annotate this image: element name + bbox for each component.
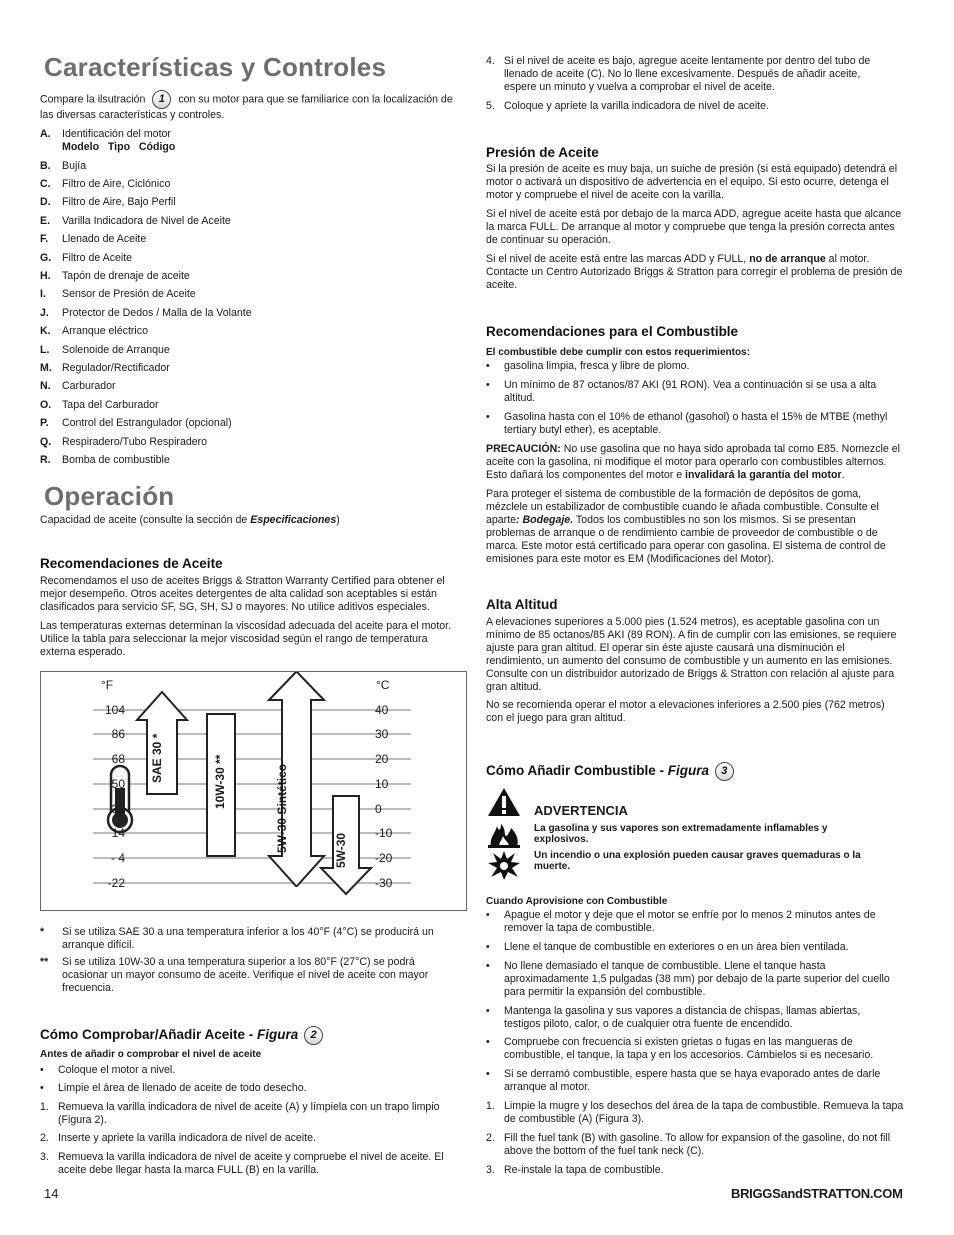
feature-item: [40, 252, 460, 265]
high-altitude-p1: [486, 616, 896, 694]
text-line: marca. Este motor está certificado para operar con gasolina. El sistema de control de: [486, 540, 886, 552]
check-oil-heading: Cómo Comprobar/Añadir Aceite - Figura 2: [40, 1026, 323, 1045]
step-text: [58, 1101, 440, 1127]
feature-label: Arranque eléctrico: [62, 325, 148, 337]
fuel-recommendations-heading: Recomendaciones para el Combustible: [486, 324, 739, 339]
bullet-dot: •: [486, 1005, 490, 1017]
tick-label-f: 32: [111, 802, 125, 816]
tick-label-f: 104: [104, 703, 125, 717]
feature-item: [40, 128, 460, 141]
tick-label-f: 86: [111, 727, 125, 741]
step-number: 3.: [40, 1151, 49, 1163]
text-line: para permitir la expansión del combustible.: [504, 986, 706, 998]
feature-label: Filtro de Aceite: [62, 252, 133, 264]
warning-line: muerte.: [534, 861, 571, 872]
oil-recommendations-p2: [40, 620, 451, 659]
oil-recommendations-heading: Recomendaciones de Aceite: [40, 556, 223, 571]
step-text: [504, 55, 870, 94]
tick-label-c: -10: [375, 826, 393, 840]
paragraph-line: con el juego para gran altitud.: [486, 712, 626, 724]
tick-label-c: -30: [375, 876, 393, 890]
text-line: tertiary butyl ether), es aceptable.: [504, 424, 662, 436]
oil-recommendations-p1: [40, 575, 445, 614]
text-line: Coloque y apriete la varilla indicadora de nivel de aceite.: [504, 100, 770, 112]
text: Todos los combustibles no son los mismos. Si se presentan: [573, 514, 856, 526]
step-text: [58, 1132, 316, 1145]
text-line: combustible, el tanque, la tapa y en los accesorios. Cámbielos si es necesario.: [504, 1049, 874, 1061]
warning-line: explosivos.: [534, 834, 589, 845]
bullet-dot: •: [486, 1036, 490, 1048]
step-text: [504, 1100, 903, 1126]
paragraph-line: Si la presión de aceite es muy baja, un suiche de presión (si está equipado) detendrá el: [486, 163, 898, 175]
text-line: frecuencia.: [62, 982, 114, 994]
check-oil-subheading: Antes de añadir o comprobar el nivel de aceite: [40, 1049, 262, 1060]
feature-key: K.: [40, 325, 51, 337]
text-line: Si se utiliza SAE 30 a una temperatura inferior a los 40°F (4°C) se producirá un: [62, 926, 434, 938]
bullet-text: Limpie el área de llenado de aceite de todo desecho.: [58, 1082, 307, 1094]
tick-label-f: 68: [111, 752, 125, 766]
paragraph-line: ajuste para gran altitud. El operar sin éste ajuste causará una disminución el: [486, 642, 845, 654]
text-line: de combustible (A) (Figura 3).: [504, 1113, 645, 1125]
tick-label-f: - 4: [110, 851, 125, 865]
oil-pressure-p3: Si el nivel de aceite está entre las marcas ADD y FULL, no de arranque al motor. Contacte un Centro Autorizado Briggs & Stratton para corregir el problema de presión de aceite.: [486, 253, 903, 291]
note-text: [62, 956, 428, 995]
text-line: testigos piloto, calor, o de cualquier otra fuente de encendido.: [504, 1018, 793, 1030]
feature-item: [40, 417, 460, 430]
paragraph-line: clasificados para servicio SF, SG, SH, SJ o mayores. No utilice aditivos especiales.: [40, 601, 430, 613]
bullet-text: [504, 379, 876, 405]
paragraph-line: mínimo de 85 octanos/85 AKI (89 RON). A fin de cumplir con las emisiones, se requiere: [486, 629, 897, 641]
step-text: [504, 1164, 664, 1177]
bullet-text: [504, 1036, 873, 1062]
caution-text: No use gasolina que no haya sido aprobada tal como E85. Nomezcle el: [560, 443, 900, 455]
feature-label: Filtro de Aire, Ciclónico: [62, 178, 171, 190]
text-line: Limpie la mugre y los desechos del área de la tapa de combustible. Remueva la tapa: [504, 1100, 904, 1112]
refuel-subheading: Cuando Aprovisione con Combustible: [486, 896, 668, 907]
text-line: [486, 514, 886, 527]
text-line: [486, 443, 900, 456]
figure-3-badge: 3: [715, 762, 734, 781]
tick-label-c: 0: [375, 802, 382, 816]
feature-label: Tapón de drenaje de aceite: [62, 270, 190, 282]
text-line: Re-instale la tapa de combustible.: [504, 1164, 664, 1176]
step-text: [504, 1132, 890, 1158]
paragraph-line: mejor desempeño. Otros aceites detergentes de alta calidad son aceptables si están: [40, 588, 437, 600]
step-number: 2.: [40, 1132, 49, 1144]
bullet-dot: •: [486, 960, 490, 972]
bullet-dot: •: [486, 411, 490, 423]
warning-text-2: [534, 850, 861, 872]
warning-line: La gasolina y sus vapores son extremadamente inflamables y: [534, 823, 828, 834]
bar-label-5w30-synthetic: 5W-30 Sintético: [275, 763, 289, 853]
bullet-dot: •: [486, 379, 490, 391]
bullet-dot: •: [40, 1082, 44, 1094]
paragraph-line: Utilice la tabla para seleccionar la mejor viscosidad según el rango de temperatura: [40, 633, 428, 645]
text-line: (Figura 2).: [58, 1114, 107, 1126]
feature-key: M.: [40, 362, 52, 374]
feature-key: B.: [40, 160, 51, 172]
feature-key: R.: [40, 454, 51, 466]
feature-item: [40, 288, 460, 301]
figure-1-badge: 1: [152, 90, 171, 109]
bullet-text: [504, 960, 890, 999]
feature-label: Bomba de combustible: [62, 454, 170, 466]
text-line: aproximadamente 1,5 pulgadas (38 mm) por debajo de la parte superior del cuello: [504, 973, 890, 985]
thermometer-icon: [108, 766, 132, 832]
feature-key: A.: [40, 128, 51, 140]
warning-line: Un incendio o una explosión pueden causar graves quemaduras o la: [534, 850, 861, 861]
feature-label: Bujía: [62, 160, 87, 172]
feature-label: Carburador: [62, 380, 116, 392]
fire-icon: [487, 820, 521, 848]
text-line: Remueva la varilla indicadora de nivel de aceite y compruebe el nivel de aceite. El: [58, 1151, 444, 1163]
step-number: 3.: [486, 1164, 495, 1176]
text-line: Llene el tanque de combustible en exteriores o en un área bien ventilada.: [504, 941, 849, 953]
bullet-dot: •: [486, 909, 490, 921]
high-altitude-p2: [486, 699, 885, 725]
step-number: 1.: [486, 1100, 495, 1112]
feature-key: O.: [40, 399, 52, 411]
text-line: Apague el motor y deje que el motor se enfríe por lo menos 2 minutos antes de: [504, 909, 876, 921]
feature-item: [40, 454, 460, 467]
feature-key: Q.: [40, 436, 52, 448]
text-line: altitud.: [504, 392, 536, 404]
step-text: [58, 1151, 444, 1177]
oil-pressure-p2: [486, 208, 901, 247]
page-number: 14: [44, 1186, 59, 1201]
storage-ref: : Bodegaje.: [516, 514, 574, 526]
step-number: 5.: [486, 100, 495, 112]
fuel-caution: [486, 443, 900, 482]
caution-text: Esto dañará los componentes del motor e: [486, 469, 686, 481]
explosion-icon: [487, 849, 521, 881]
feature-key: H.: [40, 270, 51, 282]
text-line: gasolina limpia, fresca y libre de plomo.: [504, 360, 690, 372]
warning-triangle-icon: [487, 787, 521, 817]
paragraph-line: motor o activará un dispositivo de advertencia en el equipo. Si esto ocurre, detenga el: [486, 176, 889, 188]
warning-text-1: [534, 823, 827, 845]
text-line: Para proteger el sistema de combustible de la formación de depósitos de goma,: [486, 488, 862, 500]
warning-title: ADVERTENCIA: [534, 803, 628, 818]
feature-item: [40, 380, 460, 393]
bullet-dot: •: [486, 941, 490, 953]
tick-label-c: 30: [375, 727, 389, 741]
section-title-operation: Operación: [44, 481, 175, 511]
feature-item: [40, 196, 460, 209]
feature-key: P.: [40, 417, 49, 429]
feature-item: [40, 325, 460, 338]
text-line: mézclele un estabilizador de combustible cuando le añada combustible. Consulte el: [486, 501, 879, 513]
caution-label: PRECAUCIÓN:: [486, 443, 561, 455]
text-line: No llene demasiado el tanque de combustible. Llene el tanque hasta: [504, 960, 826, 972]
step-number: 4.: [486, 55, 495, 67]
feature-key: J.: [40, 307, 49, 319]
note-text: [62, 926, 434, 952]
bullet-dot: •: [486, 1068, 490, 1080]
feature-label: Varilla Indicadora de Nivel de Aceite: [62, 215, 231, 227]
note-marker: *: [40, 926, 45, 938]
bar-label-sae30: SAE 30 *: [150, 733, 164, 783]
footer-website: BRIGGSandSTRATTON.COM: [731, 1186, 903, 1201]
feature-key: D.: [40, 196, 51, 208]
tick-label-f: 50: [111, 777, 125, 791]
paragraph-line: externa esperado.: [40, 646, 126, 658]
feature-key: C.: [40, 178, 51, 190]
bar-label-5w30: 5W-30: [334, 832, 348, 868]
feature-label: Respiradero/Tubo Respiradero: [62, 436, 208, 448]
paragraph-line: motor y compruebe el nivel de aceite con la varilla.: [486, 189, 724, 201]
caution-emphasis: invalidará la garantía del motor: [685, 469, 842, 481]
text-line: Fill the fuel tank (B) with gasoline. To allow for expansion of the gasoline, do not fill: [504, 1132, 891, 1144]
text-line: Si el nivel de aceite es bajo, agregue aceite lentamente por dentro del tubo de: [504, 55, 871, 67]
paragraph-line: la marca FULL. De arranque al motor y compruebe que tenga la presión correcta antes: [486, 221, 895, 233]
feature-item: [40, 399, 460, 412]
tick-label-c: 20: [375, 752, 389, 766]
text-line: espere un minuto y vuelva a comprobar el nivel de aceite.: [504, 81, 775, 93]
feature-key: N.: [40, 380, 51, 392]
text-line: above the bottom of the fuel tank neck (C).: [504, 1145, 705, 1157]
text-line: Un mínimo de 87 octanos/87 AKI (91 RON). Vea a continuación si se usa a alta: [504, 379, 877, 391]
bullet-text: [504, 360, 689, 373]
paragraph-line: No se recomienda operar el motor a elevaciones inferiores a 2.500 pies (762 metros): [486, 699, 885, 711]
features-intro: Compare la ilsutración 1 con su motor para que se familiarice con la localización de las diversas características y controles.: [40, 90, 470, 122]
feature-label: Modelo Tipo Código: [62, 141, 176, 153]
feature-item: [40, 270, 460, 283]
text-line: problemas de arranque o de rendimiento cambie de proveedor de combustible o de: [486, 527, 878, 539]
text-line: emisiones para este motor es EM (Modificaciones del Motor).: [486, 553, 774, 565]
paragraph-line: A elevaciones superiores a 5.000 pies (1.524 metros), es aceptable gasolina con un: [486, 616, 880, 628]
feature-label: Sensor de Presión de Aceite: [62, 288, 196, 300]
bullet-dot: •: [486, 360, 490, 372]
text: aparte: [486, 514, 517, 526]
paragraph-line: Las temperaturas externas determinan la viscosidad adecuada del aceite para el motor.: [40, 620, 452, 632]
text-line: llenado de aceite (C). No lo llene excesivamente. Después de añadir aceite,: [504, 68, 861, 80]
bullet-text: [504, 1068, 880, 1094]
text-line: Gasolina hasta con el 10% de ethanol (gasohol) o hasta el 15% de MTBE (methyl: [504, 411, 888, 423]
paragraph-line: gran altitud.: [486, 681, 542, 693]
figure-2-badge: 2: [304, 1026, 323, 1045]
bullet-text: [504, 1005, 860, 1031]
unit-fahrenheit: °F: [101, 678, 114, 692]
feature-key: E.: [40, 215, 51, 227]
punct: .: [841, 469, 845, 481]
section-title-features: Características y Controles: [44, 52, 387, 82]
text-line: remover la tapa de combustible.: [504, 922, 655, 934]
feature-item: [40, 178, 460, 191]
step-number: 1.: [40, 1101, 49, 1113]
text-line: aceite con la gasolina, ni modifique el motor para operarlo con combustibles alternos.: [486, 456, 887, 468]
feature-item: [40, 233, 460, 246]
text-line: aceite debe llegar hasta la marca FULL (B) en la varilla.: [58, 1164, 320, 1176]
text-line: Si se utiliza 10W-30 a una temperatura superior a los 80°F (27°C) se podrá: [62, 956, 415, 968]
text-line: Compruebe con frecuencia si existen grietas o fugas en las mangueras de: [504, 1036, 853, 1048]
bullet-dot: •: [40, 1064, 44, 1076]
oil-capacity-note: Capacidad de aceite (consulte la sección de Especificaciones): [40, 514, 340, 526]
tick-label-c: -20: [375, 851, 393, 865]
unit-celsius: °C: [376, 678, 390, 692]
bar-label-10w30: 10W-30 **: [213, 754, 227, 809]
paragraph-line: de continuar su operación.: [486, 234, 611, 246]
paragraph-line: Consulte con un distribuidor autorizado de Briggs & Stratton con relación al ajuste para: [486, 668, 895, 680]
bullet-text: [504, 909, 876, 935]
bullet-text: [504, 941, 849, 954]
oil-pressure-p1: [486, 163, 897, 202]
tick-label-f: -22: [107, 876, 125, 890]
text-line: arranque difícil.: [62, 939, 135, 951]
step-text: [504, 100, 769, 113]
paragraph-line: rendimiento, un aumento del consumo de combustible y un aumento en las emisiones.: [486, 655, 893, 667]
fuel-requirements-subheading: El combustible debe cumplir con estos requerimientos:: [486, 347, 750, 358]
feature-label: Control del Estrangulador (opcional): [62, 417, 232, 429]
feature-item: [40, 307, 460, 320]
bullet-text: [504, 411, 887, 437]
tick-label-c: 40: [375, 703, 389, 717]
paragraph-line: aceite.: [486, 279, 518, 291]
text-line: [486, 469, 900, 482]
paragraph-line: Si el nivel de aceite está por debajo de la marca ADD, agregue aceite hasta que alcance: [486, 208, 902, 220]
feature-item: [40, 362, 460, 375]
oil-pressure-heading: Presión de Aceite: [486, 145, 599, 160]
feature-key: I.: [40, 288, 46, 300]
feature-label: Tapa del Carburador: [62, 399, 159, 411]
feature-label: Solenoide de Arranque: [62, 344, 170, 356]
feature-item: [40, 215, 460, 228]
text-line: ocasionar un mayor consumo de aceite. Verifique el nivel de aceite con mayor: [62, 969, 429, 981]
text-line: Remueva la varilla indicadora de nivel de aceite (A) y límpiela con un trapo limpio: [58, 1101, 440, 1113]
tick-label-f: 14: [111, 826, 125, 840]
feature-item: [40, 436, 460, 449]
feature-label: Protector de Dedos / Malla de la Volante: [62, 307, 252, 319]
fuel-stabilizer-paragraph: [486, 488, 886, 566]
feature-key: F.: [40, 233, 49, 245]
feature-key: L.: [40, 344, 50, 356]
tick-label-c: 10: [375, 777, 389, 791]
paragraph-line: Recomendamos el uso de aceites Briggs & Stratton Warranty Certified para obtener el: [40, 575, 445, 587]
note-marker: **: [40, 956, 49, 968]
text-line: Mantenga la gasolina y sus vapores a distancia de chispas, llamas abiertas,: [504, 1005, 861, 1017]
high-altitude-heading: Alta Altitud: [486, 597, 558, 612]
feature-item: [40, 344, 460, 357]
paragraph-line: Contacte un Centro Autorizado Briggs & Stratton para corregir el problema de presión de: [486, 266, 903, 278]
feature-item: [40, 141, 460, 154]
feature-label: Identificación del motor: [62, 128, 171, 140]
text-line: arranque al motor.: [504, 1081, 590, 1093]
step-number: 2.: [486, 1132, 495, 1144]
bullet-text: Coloque el motor a nivel.: [58, 1064, 176, 1076]
feature-key: G.: [40, 252, 52, 264]
text-line: Inserte y apriete la varilla indicadora de nivel de aceite.: [58, 1132, 316, 1144]
feature-label: Llenado de Aceite: [62, 233, 147, 245]
text-line: Si se derramó combustible, espere hasta que se haya evaporado antes de darle: [504, 1068, 881, 1080]
feature-label: Regulador/Rectificador: [62, 362, 170, 374]
add-fuel-heading: Cómo Añadir Combustible - Figura 3: [486, 762, 734, 781]
feature-label: Filtro de Aire, Bajo Perfil: [62, 196, 176, 208]
oil-viscosity-chart: [40, 671, 467, 911]
feature-item: [40, 160, 460, 173]
